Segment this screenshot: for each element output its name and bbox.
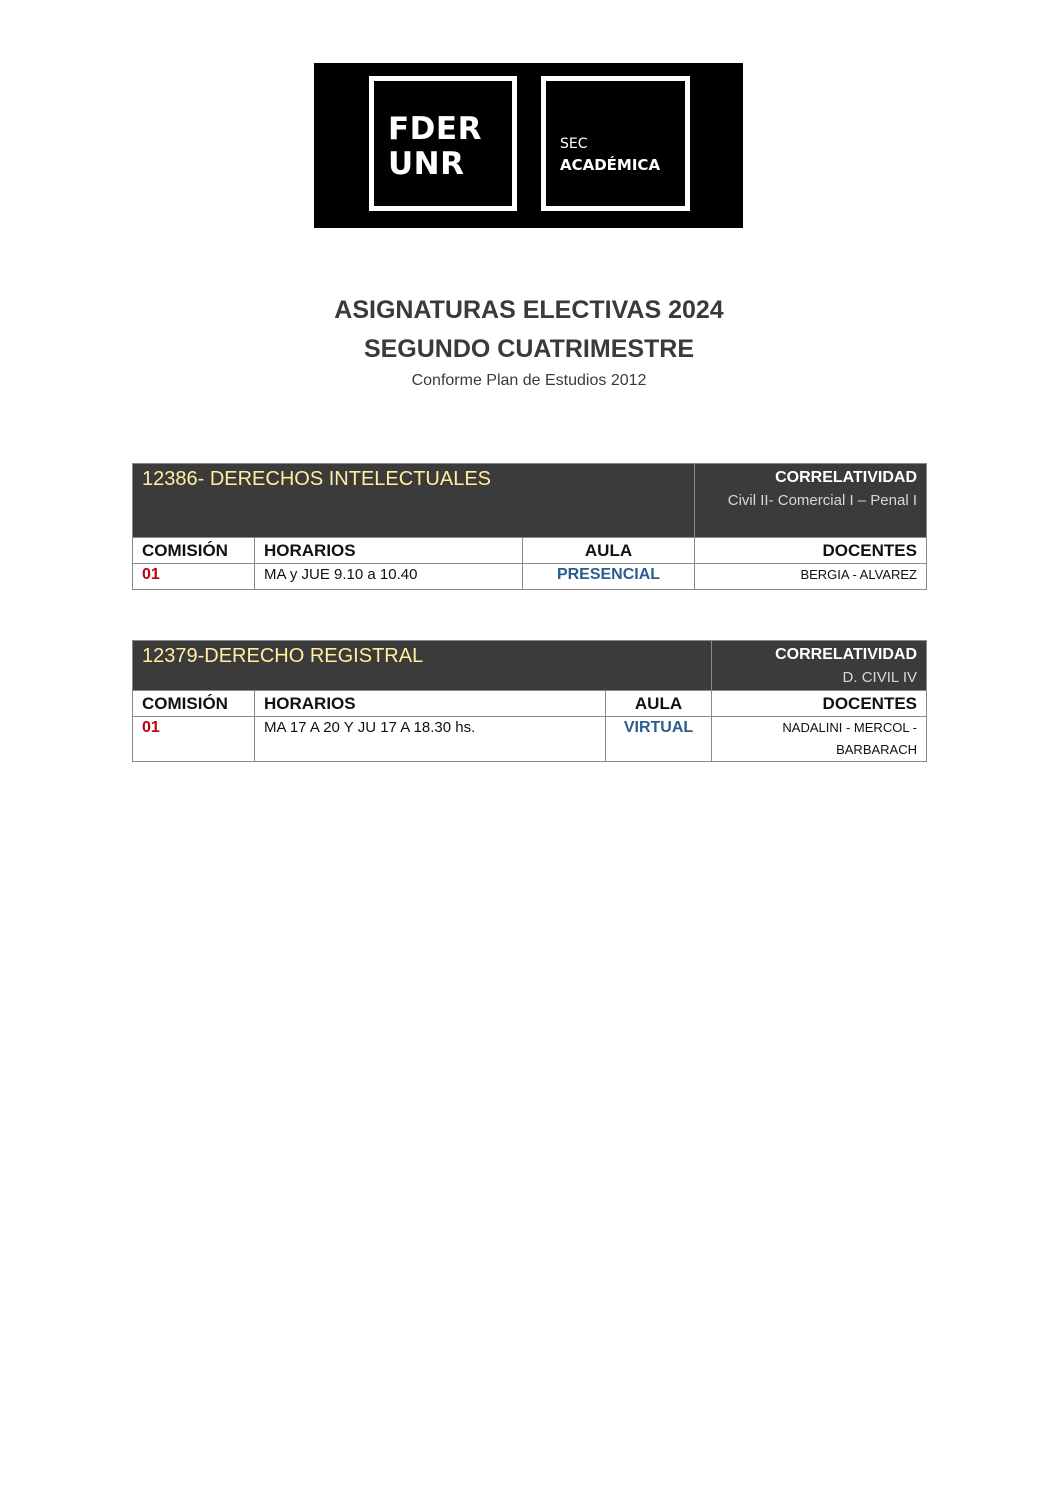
fder-unr-logo [314,63,743,228]
correlatividad-label: CORRELATIVIDAD [775,646,918,663]
col-horarios: HORARIOS [255,691,606,717]
logo-sec-academica-box [541,76,690,211]
logo-unr-text: UNR [388,146,465,182]
plan-note: Conforme Plan de Estudios 2012 [411,372,647,389]
col-docentes: DOCENTES [695,538,927,564]
comision-value: 01 [133,564,255,590]
logo-sec-text: SEC [560,136,588,152]
docentes-value: NADALINI - MERCOL - BARBARACH [712,717,927,762]
correlatividad-value: Civil II- Comercial I – Penal I [727,492,917,509]
col-aula: AULA [606,691,712,717]
col-horarios: HORARIOS [255,538,523,564]
page-title: ASIGNATURAS ELECTIVAS 2024 [334,296,724,324]
correlatividad-cell [695,464,927,538]
course-table-derecho-registral [132,640,927,762]
horarios-value: MA y JUE 9.10 a 10.40 [255,564,523,590]
comision-value: 01 [133,717,255,762]
aula-value: PRESENCIAL [523,564,695,590]
col-comision: COMISIÓN [133,691,255,717]
col-comision: COMISIÓN [133,538,255,564]
aula-value: VIRTUAL [606,717,712,762]
course-name: 12386- DERECHOS INTELECTUALES [133,464,695,538]
correlatividad-cell [712,641,927,691]
col-aula: AULA [523,538,695,564]
horarios-value: MA 17 A 20 Y JU 17 A 18.30 hs. [255,717,606,762]
course-table-derechos-intelectuales [132,463,927,590]
correlatividad-value: D. CIVIL IV [842,669,918,686]
page-subtitle: SEGUNDO CUATRIMESTRE [363,335,695,363]
logo-fder-text: FDER [388,111,482,147]
col-docentes: DOCENTES [712,691,927,717]
course-name: 12379-DERECHO REGISTRAL [133,641,712,691]
logo-fder-box [369,76,517,211]
logo-academica-text: ACADÉMICA [560,156,661,174]
docentes-value: BERGIA - ALVAREZ [695,564,927,590]
correlatividad-label: CORRELATIVIDAD [775,469,917,486]
